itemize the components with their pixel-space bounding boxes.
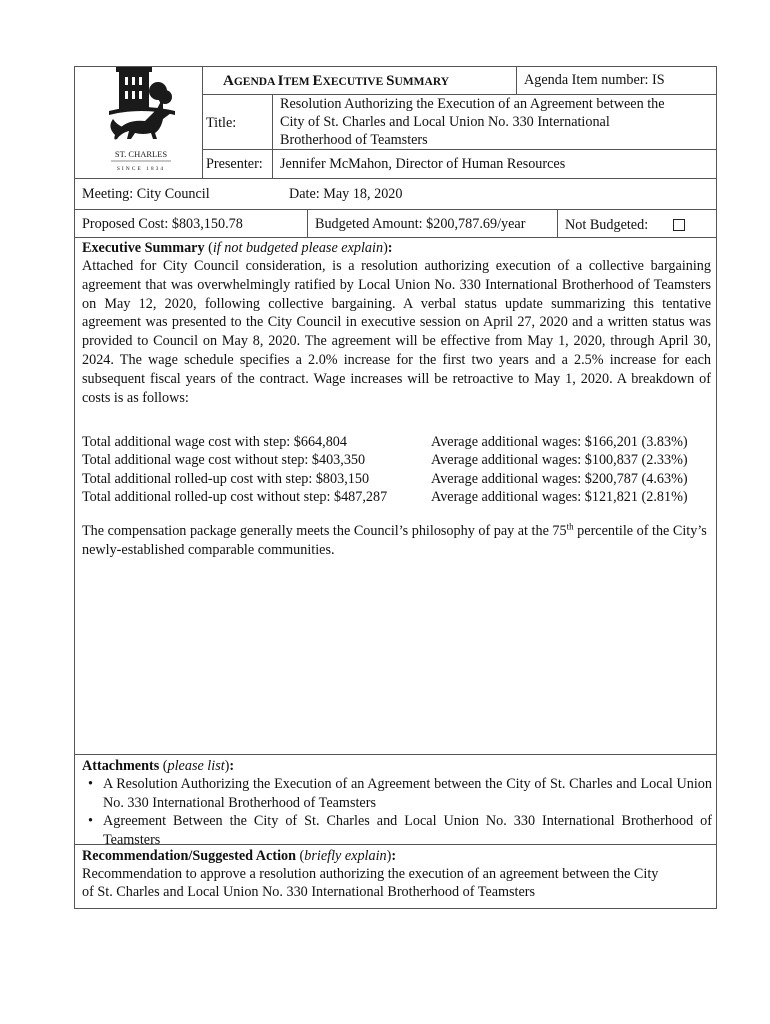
cost-row-right-3: Average additional wages: $200,787 (4.63%) <box>431 471 688 487</box>
meeting-date: Date: May 18, 2020 <box>289 186 403 202</box>
logo-since-text: SINCE 1834 <box>116 166 166 172</box>
rule-below-summary <box>75 754 716 755</box>
title-line-2: City of St. Charles and Local Union No. 330 International <box>280 114 610 130</box>
executive-summary-heading: Executive Summary (if not budgeted please explain): <box>82 240 393 256</box>
fox-tower-emblem-icon <box>105 67 178 179</box>
recommendation-line-1: Recommendation to approve a resolution authorizing the execution of an agreement between the City <box>82 866 659 882</box>
rule-logo-divider <box>202 67 203 178</box>
cost-row-left-1: Total additional wage cost with step: $664,804 <box>82 434 347 450</box>
rule-below-meeting <box>75 209 716 210</box>
proposed-cost: Proposed Cost: $803,150.78 <box>82 216 243 232</box>
attachment-item <box>82 812 712 849</box>
attachment-text: Agreement Between the City of St. Charles and Local Union No. 330 International Brotherhood of Teamsters <box>103 813 712 848</box>
summary-title: AGENDA ITEM EXECUTIVE SUMMARY <box>223 73 450 89</box>
budgeted-amount: Budgeted Amount: $200,787.69/year <box>315 216 526 232</box>
cost-row-left-2: Total additional wage cost without step: $403,350 <box>82 452 366 468</box>
presenter-label: Presenter: <box>206 156 263 172</box>
cost-row-right-1: Average additional wages: $166,201 (3.83%) <box>431 434 688 450</box>
attachments-heading: Attachments (please list): <box>82 758 235 774</box>
not-budgeted-checkbox[interactable] <box>673 219 685 231</box>
rule-below-costs <box>75 237 716 238</box>
agenda-item-number: Agenda Item number: IS <box>524 72 665 88</box>
title-line-3: Brotherhood of Teamsters <box>280 132 428 148</box>
cost-row-right-4: Average additional wages: $121,821 (2.81%) <box>431 489 688 505</box>
meeting-field: Meeting: City Council <box>82 186 210 202</box>
rule-cost-divider-1 <box>307 209 308 237</box>
cost-row-left-3: Total additional rolled-up cost with step: $803,150 <box>82 471 370 487</box>
title-line-1: Resolution Authorizing the Execution of an Agreement between the <box>280 96 665 112</box>
attachment-text: A Resolution Authorizing the Execution of an Agreement between the City of St. Charles and Local Union No. 330 International Brotherhood of Teamsters <box>103 776 712 811</box>
attachments-list <box>82 775 712 849</box>
logo-name-text: ST. CHARLES <box>114 149 168 159</box>
bullet-icon: • <box>88 776 93 792</box>
recommendation-line-2: of St. Charles and Local Union No. 330 International Brotherhood of Teamsters <box>82 884 536 900</box>
rule-below-title <box>202 149 716 150</box>
rule-cost-divider-2 <box>557 209 558 237</box>
rule-agenda-number-divider <box>516 67 517 94</box>
not-budgeted-label: Not Budgeted: <box>565 217 649 233</box>
rule-label-divider <box>272 94 273 178</box>
executive-summary-body: Attached for City Council consideration, is a resolution authorizing execution of a collective bargaining agreement that was overwhelmingly ratified by Local Union No. 330 International Brotherhood of Teamsters on May 12, 2020, following collective bargaining. A verbal status update summarizing this tentative agreement was presented to the City Council in executive session on April 27, 2020 and a written status was provided to Council on May 8, 2020. The agreement will be effective from May 1, 2020, through April 30, 2024. The wage schedule specifies a 2.0% increase for the first two years and a 2.5% increase for each subsequent fiscal years of the contract. Wage increases will be retroactive to May 1, 2020. A breakdown of costs is as follows: <box>82 258 711 406</box>
compensation-closing-paragraph: The compensation package generally meets the Council’s philosophy of pay at the 75th percentile of the City’s newly-established comparable communities. <box>82 521 707 558</box>
cost-row-left-4: Total additional rolled-up cost without step: $487,287 <box>82 489 388 505</box>
attachment-item <box>82 775 712 812</box>
title-label: Title: <box>206 115 237 131</box>
recommendation-heading: Recommendation/Suggested Action (briefly explain): <box>82 848 397 864</box>
cost-row-right-2: Average additional wages: $100,837 (2.33%) <box>431 452 688 468</box>
st-charles-logo <box>105 67 178 179</box>
agenda-summary-form <box>74 66 717 909</box>
bullet-icon: • <box>88 813 93 829</box>
presenter-value: Jennifer McMahon, Director of Human Resources <box>280 156 566 172</box>
